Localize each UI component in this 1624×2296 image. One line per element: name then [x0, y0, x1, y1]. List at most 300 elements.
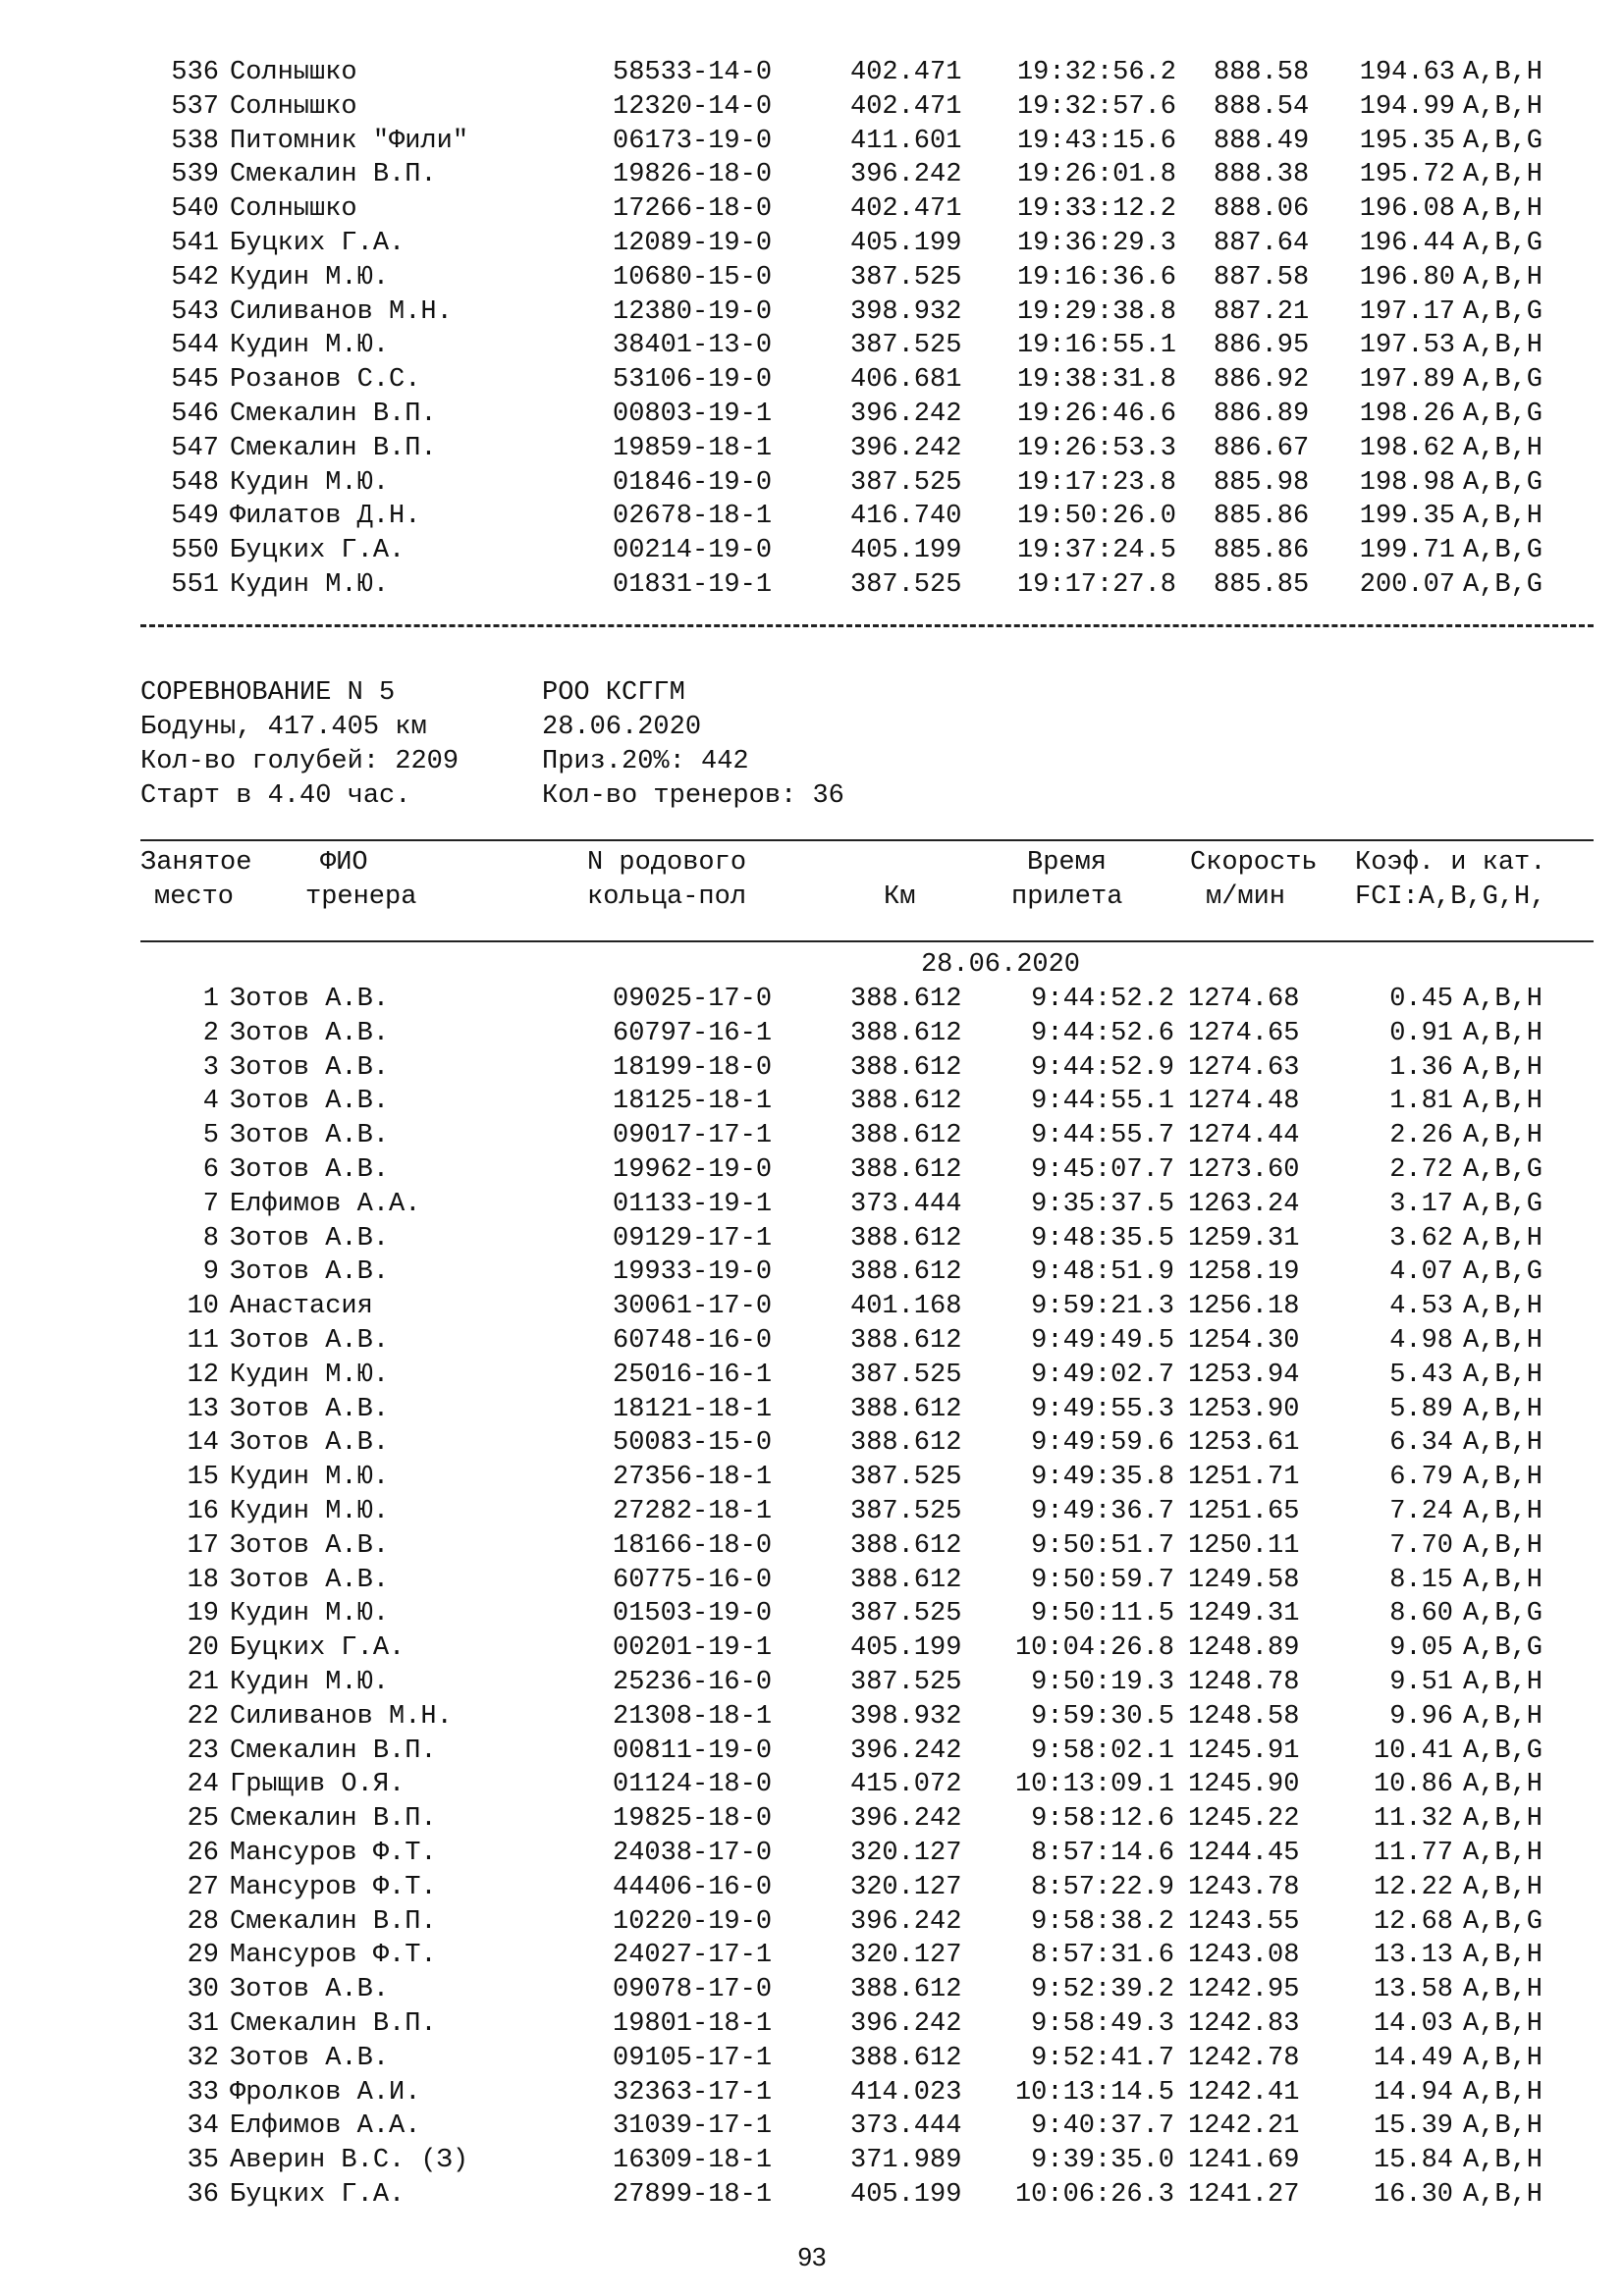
distance-km-cell: 388.612	[850, 1394, 962, 1424]
trainer-name-cell: Зотов А.В.	[230, 1565, 390, 1595]
header-speed-line1: Скорость	[1190, 848, 1318, 878]
place-cell: 537	[171, 91, 219, 122]
speed-cell: 887.58	[1214, 262, 1310, 293]
category-cell: A,B,G	[1463, 467, 1543, 498]
category-cell: A,B,H	[1463, 1463, 1543, 1493]
header-name-line1: ФИО	[320, 848, 368, 878]
table-row	[0, 500, 1624, 534]
arrival-time-cell: 8:57:14.6	[1031, 1838, 1174, 1868]
ring-number-cell: 01846-19-0	[613, 467, 773, 498]
header-coef-line1: Коэф. и кат.	[1355, 848, 1546, 878]
category-cell: A,B,H	[1463, 1018, 1543, 1048]
speed-cell: 886.67	[1214, 433, 1310, 463]
distance-km-cell: 387.525	[850, 1463, 962, 1493]
category-cell: A,B,H	[1463, 1804, 1543, 1835]
place-cell: 7	[202, 1189, 219, 1219]
arrival-time-cell: 19:16:55.1	[1016, 331, 1176, 361]
place-cell: 34	[187, 2111, 219, 2142]
place-cell: 551	[171, 569, 219, 600]
ring-number-cell: 60797-16-1	[613, 1018, 773, 1048]
trainer-name-cell: Солнышко	[230, 58, 357, 87]
arrival-time-cell: 19:26:01.8	[1016, 160, 1176, 190]
speed-cell: 1274.63	[1188, 1052, 1300, 1083]
arrival-time-cell: 9:44:55.1	[1031, 1087, 1174, 1117]
header-speed-line2: м/мин	[1206, 882, 1286, 912]
ring-number-cell: 27282-18-1	[613, 1496, 773, 1526]
arrival-time-cell: 9:52:41.7	[1031, 2043, 1174, 2073]
category-cell: A,B,H	[1463, 160, 1543, 190]
trainer-name-cell: Питомник "Фили"	[230, 126, 469, 156]
coefficient-cell: 10.86	[1373, 1770, 1453, 1800]
distance-km-cell: 388.612	[850, 985, 962, 1014]
trainer-name-cell: Мансуров Ф.Т.	[230, 1941, 437, 1971]
distance-km-cell: 402.471	[850, 194, 962, 225]
coefficient-cell: 6.79	[1389, 1463, 1453, 1493]
arrival-time-cell: 19:16:36.6	[1016, 262, 1176, 293]
trainer-name-cell: Смекалин В.П.	[230, 1906, 437, 1937]
coefficient-cell: 8.15	[1389, 1565, 1453, 1595]
place-cell: 28	[187, 1906, 219, 1937]
category-cell: A,B,H	[1463, 2043, 1543, 2073]
table-row	[0, 192, 1624, 227]
table-row	[0, 1222, 1624, 1256]
speed-cell: 1274.65	[1188, 1018, 1300, 1048]
speed-cell: 1250.11	[1188, 1530, 1300, 1561]
table-row	[0, 2007, 1624, 2042]
coefficient-cell: 197.17	[1359, 296, 1455, 327]
ring-number-cell: 25016-16-1	[613, 1360, 773, 1390]
distance-km-cell: 416.740	[850, 502, 962, 532]
trainer-name-cell: Анастасия	[230, 1292, 373, 1322]
place-cell: 13	[187, 1394, 219, 1424]
table-row	[0, 1461, 1624, 1495]
coefficient-cell: 12.68	[1373, 1906, 1453, 1937]
place-cell: 536	[171, 58, 219, 87]
table-row	[0, 1051, 1624, 1086]
speed-cell: 1248.58	[1188, 1701, 1300, 1732]
header-top-rule	[140, 839, 1594, 841]
category-cell: A,B,H	[1463, 2077, 1543, 2108]
speed-cell: 886.89	[1214, 399, 1310, 429]
coefficient-cell: 196.08	[1359, 194, 1455, 225]
trainer-name-cell: Мансуров Ф.Т.	[230, 1872, 437, 1902]
place-cell: 20	[187, 1633, 219, 1664]
arrival-time-cell: 9:59:30.5	[1031, 1701, 1174, 1732]
place-cell: 4	[202, 1087, 219, 1117]
ring-number-cell: 17266-18-0	[613, 194, 773, 225]
header-time-line1: Время	[1027, 848, 1108, 878]
trainer-name-cell: Зотов А.В.	[230, 1975, 390, 2005]
speed-cell: 1245.90	[1188, 1770, 1300, 1800]
category-cell: A,B,H	[1463, 331, 1543, 361]
trainer-name-cell: Кудин М.Ю.	[230, 1360, 390, 1390]
category-cell: A,B,G	[1463, 1599, 1543, 1629]
speed-cell: 1245.91	[1188, 1735, 1300, 1766]
trainer-name-cell: Мансуров Ф.Т.	[230, 1838, 437, 1868]
category-cell: A,B,H	[1463, 1121, 1543, 1151]
header-place-line2: место	[154, 882, 235, 912]
ring-number-cell: 09129-17-1	[613, 1223, 773, 1254]
coefficient-cell: 4.53	[1389, 1292, 1453, 1322]
place-cell: 6	[202, 1154, 219, 1185]
distance-km-cell: 401.168	[850, 1292, 962, 1322]
category-cell: A,B,H	[1463, 1360, 1543, 1390]
ring-number-cell: 27356-18-1	[613, 1463, 773, 1493]
distance-km-cell: 388.612	[850, 2043, 962, 2073]
category-cell: A,B,G	[1463, 1906, 1543, 1937]
distance-km-cell: 396.242	[850, 160, 962, 190]
table-row	[0, 158, 1624, 192]
speed-cell: 1274.44	[1188, 1121, 1300, 1151]
coefficient-cell: 195.35	[1359, 126, 1455, 156]
distance-km-cell: 388.612	[850, 1121, 962, 1151]
coefficient-cell: 16.30	[1373, 2179, 1453, 2210]
ring-number-cell: 00803-19-1	[613, 399, 773, 429]
distance-km-cell: 396.242	[850, 2008, 962, 2039]
arrival-time-cell: 9:44:55.7	[1031, 1121, 1174, 1151]
ring-number-cell: 09078-17-0	[613, 1975, 773, 2005]
ring-number-cell: 53106-19-0	[613, 365, 773, 396]
distance-km-cell: 388.612	[850, 1530, 962, 1561]
coefficient-cell: 198.98	[1359, 467, 1455, 498]
arrival-time-cell: 9:49:36.7	[1031, 1496, 1174, 1526]
distance-km-cell: 320.127	[850, 1838, 962, 1868]
speed-cell: 1251.65	[1188, 1496, 1300, 1526]
distance-km-cell: 396.242	[850, 1804, 962, 1835]
speed-cell: 1242.83	[1188, 2008, 1300, 2039]
ring-number-cell: 21308-18-1	[613, 1701, 773, 1732]
category-cell: A,B,H	[1463, 2179, 1543, 2210]
table-row	[0, 2109, 1624, 2144]
table-row	[0, 1324, 1624, 1359]
speed-cell: 886.92	[1214, 365, 1310, 396]
arrival-time-cell: 10:04:26.8	[1014, 1633, 1174, 1664]
category-cell: A,B,G	[1463, 536, 1543, 566]
speed-cell: 1253.94	[1188, 1360, 1300, 1390]
category-cell: A,B,H	[1463, 1838, 1543, 1868]
arrival-time-cell: 9:58:49.3	[1031, 2008, 1174, 2039]
speed-cell: 1241.27	[1188, 2179, 1300, 2210]
coefficient-cell: 200.07	[1359, 569, 1455, 600]
coefficient-cell: 5.43	[1389, 1360, 1453, 1390]
distance-km-cell: 388.612	[850, 1428, 962, 1459]
coefficient-cell: 0.91	[1389, 1018, 1453, 1048]
category-cell: A,B,G	[1463, 228, 1543, 258]
place-cell: 23	[187, 1735, 219, 1766]
speed-cell: 888.38	[1214, 160, 1310, 190]
place-cell: 542	[171, 262, 219, 293]
table-row	[0, 1359, 1624, 1393]
table-row	[0, 398, 1624, 432]
coefficient-cell: 7.70	[1389, 1530, 1453, 1561]
trainer-name-cell: Зотов А.В.	[230, 1257, 390, 1288]
coefficient-cell: 1.36	[1389, 1052, 1453, 1083]
arrival-time-cell: 10:13:09.1	[1014, 1770, 1174, 1800]
arrival-time-cell: 19:17:27.8	[1016, 569, 1176, 600]
distance-km-cell: 398.932	[850, 1701, 962, 1732]
trainer-name-cell: Кудин М.Ю.	[230, 1667, 390, 1697]
ring-number-cell: 18121-18-1	[613, 1394, 773, 1424]
trainer-name-cell: Аверин В.С. (З)	[230, 2146, 469, 2176]
distance-km-cell: 405.199	[850, 536, 962, 566]
speed-cell: 885.85	[1214, 569, 1310, 600]
trainer-name-cell: Смекалин В.П.	[230, 433, 437, 463]
trainer-name-cell: Буцких Г.А.	[230, 2179, 406, 2210]
ring-number-cell: 38401-13-0	[613, 331, 773, 361]
distance-km-cell: 398.932	[850, 296, 962, 327]
header-place-line1: Занятое	[140, 848, 252, 878]
place-cell: 549	[171, 502, 219, 532]
ring-number-cell: 60775-16-0	[613, 1565, 773, 1595]
speed-cell: 1253.61	[1188, 1428, 1300, 1459]
speed-cell: 1244.45	[1188, 1838, 1300, 1868]
table-row	[0, 1393, 1624, 1427]
distance-km-cell: 387.525	[850, 1360, 962, 1390]
header-km: Км	[884, 882, 916, 912]
arrival-time-cell: 9:50:51.7	[1031, 1530, 1174, 1561]
trainer-name-cell: Зотов А.В.	[230, 1394, 390, 1424]
place-cell: 548	[171, 467, 219, 498]
trainer-name-cell: Кудин М.Ю.	[230, 262, 390, 293]
place-cell: 544	[171, 331, 219, 361]
category-cell: A,B,H	[1463, 1565, 1543, 1595]
distance-km-cell: 388.612	[850, 1052, 962, 1083]
arrival-time-cell: 9:49:49.5	[1031, 1325, 1174, 1356]
table-row	[0, 1085, 1624, 1119]
ring-number-cell: 09105-17-1	[613, 2043, 773, 2073]
ring-number-cell: 00201-19-1	[613, 1633, 773, 1664]
arrival-time-cell: 9:49:59.6	[1031, 1428, 1174, 1459]
ring-number-cell: 00811-19-0	[613, 1735, 773, 1766]
competition-title: СОРЕВНОВАНИЕ N 5	[140, 678, 396, 708]
table-row	[0, 1837, 1624, 1871]
table-row	[0, 261, 1624, 295]
speed-cell: 1251.71	[1188, 1463, 1300, 1493]
ring-number-cell: 16309-18-1	[613, 2146, 773, 2176]
distance-km-cell: 396.242	[850, 433, 962, 463]
arrival-time-cell: 10:13:14.5	[1014, 2077, 1174, 2108]
arrival-time-cell: 9:59:21.3	[1031, 1292, 1174, 1322]
place-cell: 12	[187, 1360, 219, 1390]
trainer-name-cell: Смекалин В.П.	[230, 160, 437, 190]
category-cell: A,B,H	[1463, 1428, 1543, 1459]
ring-number-cell: 09025-17-0	[613, 985, 773, 1014]
category-cell: A,B,H	[1463, 1052, 1543, 1083]
arrival-time-cell: 19:32:57.6	[1016, 91, 1176, 122]
ring-number-cell: 18125-18-1	[613, 1087, 773, 1117]
competition-location: Бодуны, 417.405 км	[140, 713, 427, 742]
ring-number-cell: 10220-19-0	[613, 1906, 773, 1937]
category-cell: A,B,H	[1463, 1087, 1543, 1117]
distance-km-cell: 388.612	[850, 1223, 962, 1254]
table-row	[0, 1871, 1624, 1905]
table-row	[0, 1802, 1624, 1837]
ring-number-cell: 00214-19-0	[613, 536, 773, 566]
arrival-time-cell: 9:48:35.5	[1031, 1223, 1174, 1254]
distance-km-cell: 320.127	[850, 1872, 962, 1902]
coefficient-cell: 4.07	[1389, 1257, 1453, 1288]
ring-number-cell: 01124-18-0	[613, 1770, 773, 1800]
category-cell: A,B,H	[1463, 1530, 1543, 1561]
ring-number-cell: 19825-18-0	[613, 1804, 773, 1835]
trainer-name-cell: Смекалин В.П.	[230, 399, 437, 429]
coefficient-cell: 196.44	[1359, 228, 1455, 258]
arrival-time-cell: 9:44:52.6	[1031, 1018, 1174, 1048]
ring-number-cell: 19933-19-0	[613, 1257, 773, 1288]
ring-number-cell: 58533-14-0	[613, 58, 773, 87]
place-cell: 16	[187, 1496, 219, 1526]
ring-number-cell: 09017-17-1	[613, 1121, 773, 1151]
trainer-name-cell: Буцких Г.А.	[230, 1633, 406, 1664]
place-cell: 32	[187, 2043, 219, 2073]
coefficient-cell: 195.72	[1359, 160, 1455, 190]
table-row	[0, 1939, 1624, 1973]
coefficient-cell: 7.24	[1389, 1496, 1453, 1526]
coefficient-cell: 2.26	[1389, 1121, 1453, 1151]
competition-date: 28.06.2020	[542, 713, 702, 742]
date-group-label: 28.06.2020	[920, 950, 1081, 980]
coefficient-cell: 6.34	[1389, 1428, 1453, 1459]
table-row	[0, 363, 1624, 398]
page-number: 93	[797, 2242, 827, 2271]
table-row	[0, 1666, 1624, 1700]
coefficient-cell: 196.80	[1359, 262, 1455, 293]
speed-cell: 1256.18	[1188, 1292, 1300, 1322]
category-cell: A,B,H	[1463, 433, 1543, 463]
speed-cell: 1248.78	[1188, 1667, 1300, 1697]
header-ring-line2: кольца-пол	[587, 882, 747, 912]
category-cell: A,B,G	[1463, 1154, 1543, 1185]
arrival-time-cell: 9:50:59.7	[1031, 1565, 1174, 1595]
distance-km-cell: 396.242	[850, 1735, 962, 1766]
speed-cell: 1243.78	[1188, 1872, 1300, 1902]
table-row	[0, 1735, 1624, 1769]
arrival-time-cell: 19:33:12.2	[1016, 194, 1176, 225]
speed-cell: 1245.22	[1188, 1804, 1300, 1835]
arrival-time-cell: 19:37:24.5	[1016, 536, 1176, 566]
coefficient-cell: 14.49	[1373, 2043, 1453, 2073]
place-cell: 25	[187, 1804, 219, 1835]
trainer-name-cell: Зотов А.В.	[230, 1530, 390, 1561]
trainer-name-cell: Кудин М.Ю.	[230, 1496, 390, 1526]
table-row	[0, 1700, 1624, 1735]
table-row	[0, 1119, 1624, 1153]
place-cell: 10	[187, 1292, 219, 1322]
category-cell: A,B,H	[1463, 985, 1543, 1014]
coefficient-cell: 197.89	[1359, 365, 1455, 396]
table-row	[0, 1188, 1624, 1222]
place-cell: 17	[187, 1530, 219, 1561]
distance-km-cell: 388.612	[850, 1565, 962, 1595]
place-cell: 15	[187, 1463, 219, 1493]
ring-number-cell: 19962-19-0	[613, 1154, 773, 1185]
trainer-name-cell: Силиванов М.Н.	[230, 1701, 453, 1732]
ring-number-cell: 01133-19-1	[613, 1189, 773, 1219]
ring-number-cell: 18199-18-0	[613, 1052, 773, 1083]
previous-results-rows	[0, 56, 1624, 603]
coefficient-cell: 11.77	[1373, 1838, 1453, 1868]
place-cell: 19	[187, 1599, 219, 1629]
table-row	[0, 1529, 1624, 1564]
category-cell: A,B,H	[1463, 1292, 1543, 1322]
category-cell: A,B,H	[1463, 1975, 1543, 2005]
distance-km-cell: 388.612	[850, 1325, 962, 1356]
speed-cell: 888.06	[1214, 194, 1310, 225]
ring-number-cell: 60748-16-0	[613, 1325, 773, 1356]
speed-cell: 887.64	[1214, 228, 1310, 258]
table-row	[0, 90, 1624, 125]
speed-cell: 1263.24	[1188, 1189, 1300, 1219]
coefficient-cell: 9.96	[1389, 1701, 1453, 1732]
coefficient-cell: 13.13	[1373, 1941, 1453, 1971]
table-row	[0, 2178, 1624, 2213]
place-cell: 2	[202, 1018, 219, 1048]
category-cell: A,B,G	[1463, 1735, 1543, 1766]
coefficient-cell: 12.22	[1373, 1872, 1453, 1902]
arrival-time-cell: 19:43:15.6	[1016, 126, 1176, 156]
arrival-time-cell: 9:58:12.6	[1031, 1804, 1174, 1835]
distance-km-cell: 405.199	[850, 1633, 962, 1664]
category-cell: A,B,H	[1463, 1496, 1543, 1526]
category-cell: A,B,H	[1463, 2111, 1543, 2142]
ring-number-cell: 01831-19-1	[613, 569, 773, 600]
table-row	[0, 983, 1624, 1017]
speed-cell: 885.86	[1214, 502, 1310, 532]
table-row	[0, 1426, 1624, 1461]
table-row	[0, 2042, 1624, 2076]
table-row	[0, 432, 1624, 466]
category-cell: A,B,H	[1463, 1872, 1543, 1902]
category-cell: A,B,G	[1463, 126, 1543, 156]
speed-cell: 885.98	[1214, 467, 1310, 498]
arrival-time-cell: 10:06:26.3	[1014, 2179, 1174, 2210]
distance-km-cell: 373.444	[850, 2111, 962, 2142]
trainer-name-cell: Кудин М.Ю.	[230, 1463, 390, 1493]
trainer-name-cell: Смекалин В.П.	[230, 1804, 437, 1835]
category-cell: A,B,H	[1463, 1223, 1543, 1254]
table-end-separator	[140, 624, 1594, 627]
distance-km-cell: 387.525	[850, 1496, 962, 1526]
category-cell: A,B,H	[1463, 194, 1543, 225]
ring-number-cell: 24027-17-1	[613, 1941, 773, 1971]
table-row	[0, 1255, 1624, 1290]
distance-km-cell: 406.681	[850, 365, 962, 396]
speed-cell: 1254.30	[1188, 1325, 1300, 1356]
coefficient-cell: 198.26	[1359, 399, 1455, 429]
place-cell: 5	[202, 1121, 219, 1151]
category-cell: A,B,G	[1463, 1633, 1543, 1664]
place-cell: 14	[187, 1428, 219, 1459]
ring-number-cell: 19826-18-0	[613, 160, 773, 190]
trainer-name-cell: Зотов А.В.	[230, 1223, 390, 1254]
speed-cell: 1241.69	[1188, 2146, 1300, 2176]
place-cell: 21	[187, 1667, 219, 1697]
table-row	[0, 329, 1624, 363]
place-cell: 540	[171, 194, 219, 225]
header-name-line2: тренера	[305, 882, 417, 912]
category-cell: A,B,G	[1463, 1257, 1543, 1288]
arrival-time-cell: 8:57:22.9	[1031, 1872, 1174, 1902]
ring-number-cell: 31039-17-1	[613, 2111, 773, 2142]
arrival-time-cell: 9:58:38.2	[1031, 1906, 1174, 1937]
ring-number-cell: 18166-18-0	[613, 1530, 773, 1561]
speed-cell: 1243.55	[1188, 1906, 1300, 1937]
distance-km-cell: 387.525	[850, 1667, 962, 1697]
arrival-time-cell: 19:36:29.3	[1016, 228, 1176, 258]
trainer-name-cell: Зотов А.В.	[230, 1018, 390, 1048]
competition-prize-count: Приз.20%: 442	[542, 747, 749, 776]
category-cell: A,B,H	[1463, 1941, 1543, 1971]
